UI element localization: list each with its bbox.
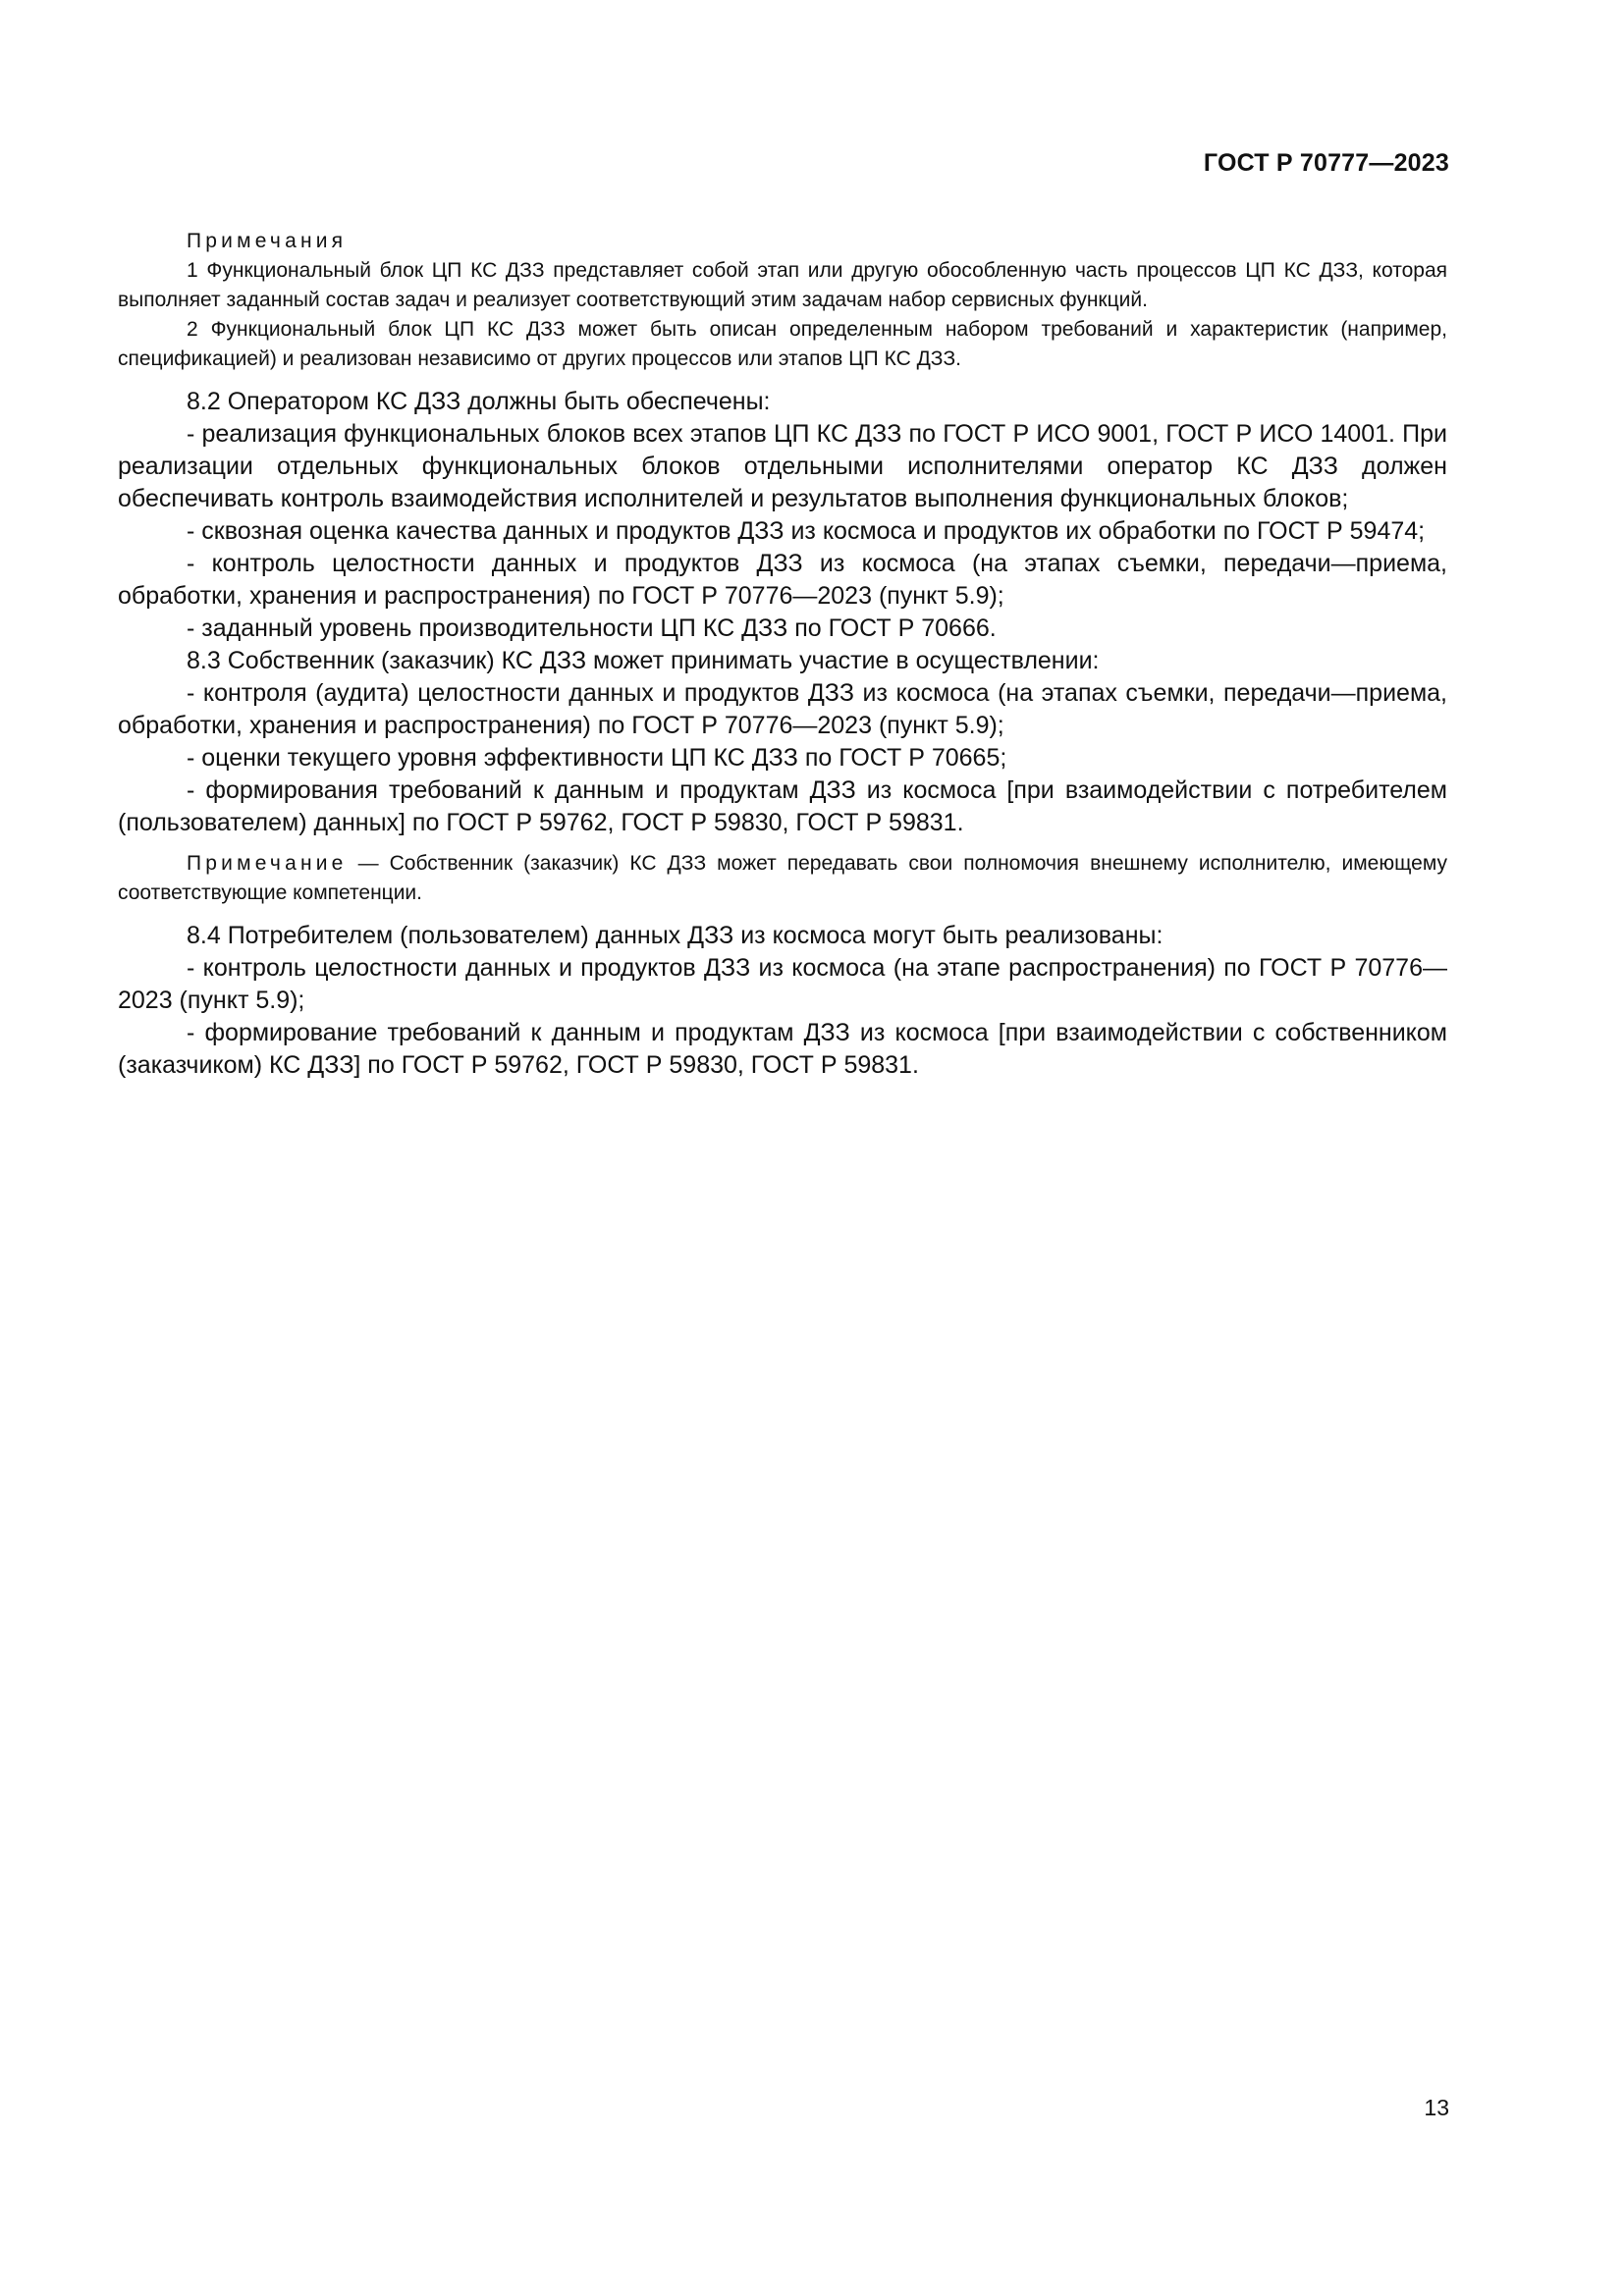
note-text: — Собственник (заказчик) КС ДЗЗ может передавать свои полномочия внешнему исполнителю, имеющему соответствующие компетенции. (118, 852, 1447, 904)
section-8-3-item-2: - оценки текущего уровня эффективности ЦП КС ДЗЗ по ГОСТ Р 70665; (187, 744, 1007, 772)
section-8-4-item-2: - формирование требований к данным и продуктам ДЗЗ из космоса [при взаимодействии с собственником (заказчиком) КС ДЗЗ] по ГОСТ Р 59762, ГОСТ Р 59830, ГОСТ Р 59831. (118, 1019, 1447, 1079)
section-8-2-item-2: - сквозная оценка качества данных и продуктов ДЗЗ из космоса и продуктов их обработки по ГОСТ Р 59474; (187, 517, 1426, 545)
note-item-2: 2 Функциональный блок ЦП КС ДЗЗ может быть описан определенным набором требований и характеристик (например, спецификацией) и реализован независимо от других процессов или этапов ЦП КС ДЗЗ. (118, 318, 1447, 370)
section-8-2-item-3: - контроль целостности данных и продуктов ДЗЗ из космоса (на этапах съемки, передачи—приема, обработки, хранения и распространения) по ГОСТ Р 70776—2023 (пункт 5.9); (118, 550, 1447, 610)
note-label: Примечание (187, 852, 348, 875)
notes-title: Примечания (187, 230, 348, 252)
document-body (118, 227, 1447, 1082)
note-item-1: 1 Функциональный блок ЦП КС ДЗЗ представляет собой этап или другую обособленную часть процессов ЦП КС ДЗЗ, которая выполняет заданный состав задач и реализует соответствующий этим задачам набор сервисных функций. (118, 259, 1447, 311)
document-id-header: ГОСТ Р 70777—2023 (1203, 149, 1449, 177)
section-8-3-item-3: - формирования требований к данным и продуктам ДЗЗ из космоса [при взаимодействии с потребителем (пользователем) данных] по ГОСТ Р 59762, ГОСТ Р 59830, ГОСТ Р 59831. (118, 776, 1447, 836)
page-number: 13 (1424, 2095, 1449, 2120)
section-8-4-item-1: - контроль целостности данных и продуктов ДЗЗ из космоса (на этапе распространения) по ГОСТ Р 70776—2023 (пункт 5.9); (118, 954, 1447, 1014)
section-8-3-item-1: - контроля (аудита) целостности данных и продуктов ДЗЗ из космоса (на этапах съемки, передачи—приема, обработки, хранения и распространения) по ГОСТ Р 70776—2023 (пункт 5.9); (118, 679, 1447, 739)
section-8-4-lead: 8.4 Потребителем (пользователем) данных ДЗЗ из космоса могут быть реализованы: (187, 922, 1164, 949)
section-8-3-lead: 8.3 Собственник (заказчик) КС ДЗЗ может принимать участие в осуществлении: (187, 647, 1100, 674)
section-8-2-item-1: - реализация функциональных блоков всех этапов ЦП КС ДЗЗ по ГОСТ Р ИСО 9001, ГОСТ Р ИСО 14001. При реализации отдельных функциональных блоков отдельными исполнителями оператор КС ДЗЗ должен обеспечивать контроль взаимодействия исполнителей и результатов выполнения функциональных блоков; (118, 420, 1447, 512)
note-owner-delegation (118, 849, 1447, 908)
section-8-2-lead: 8.2 Оператором КС ДЗЗ должны быть обеспечены: (187, 388, 771, 415)
section-8-2-item-4: - заданный уровень производительности ЦП КС ДЗЗ по ГОСТ Р 70666. (187, 614, 997, 642)
